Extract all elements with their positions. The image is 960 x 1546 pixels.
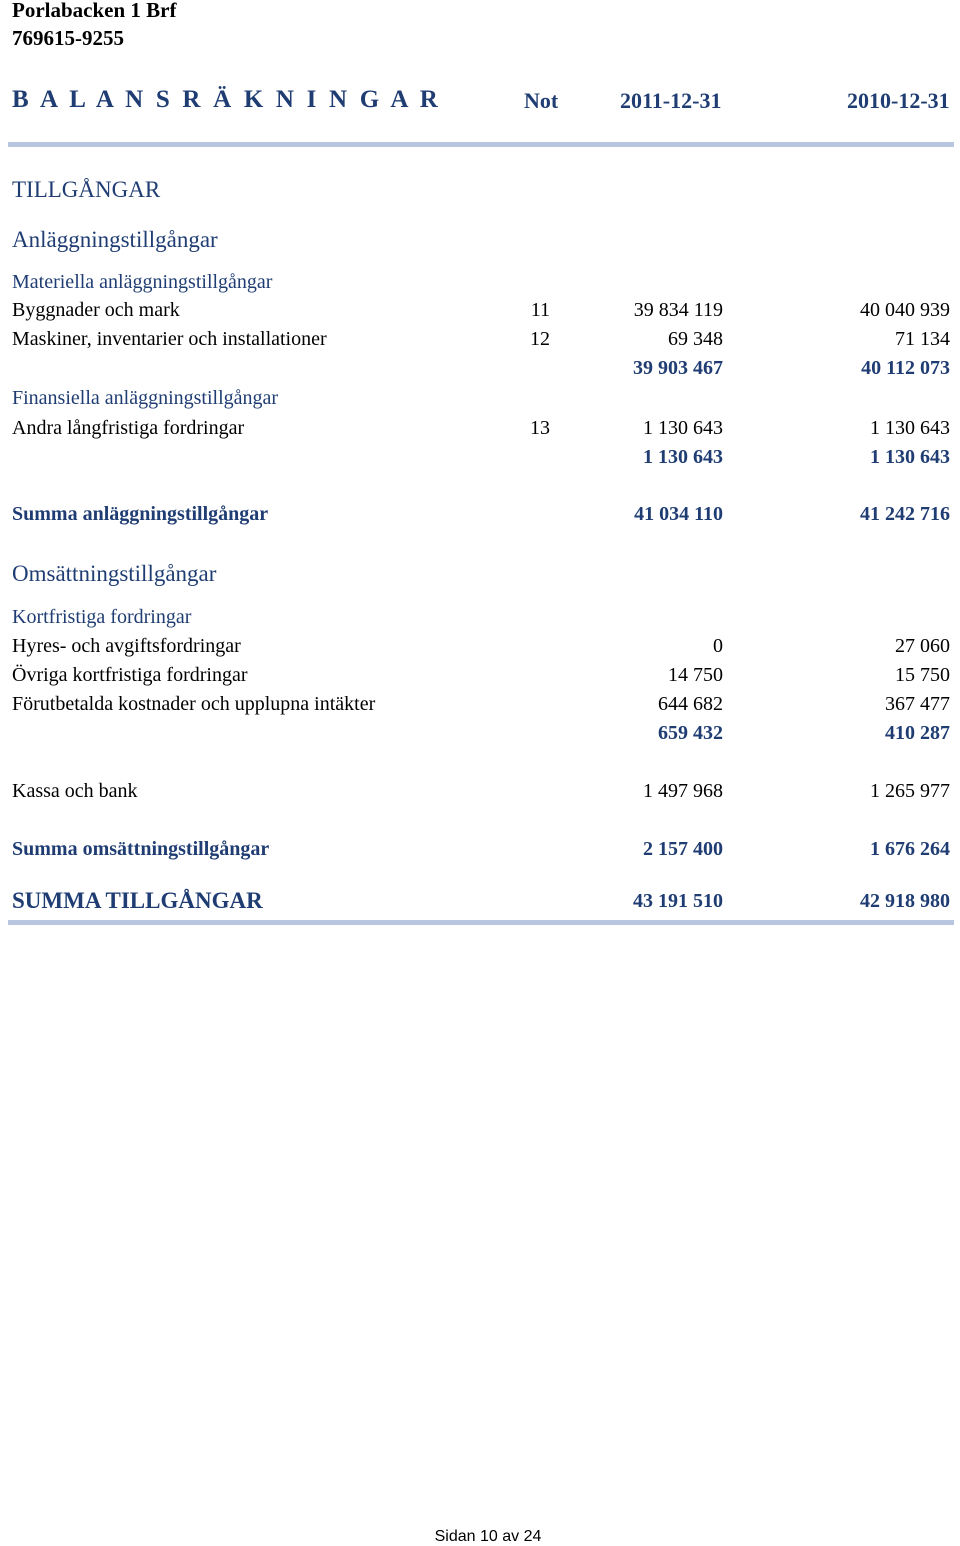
row-value-2010: 367 477 [885,693,950,715]
subtotal-value-2010: 410 287 [885,722,950,744]
row-value-2011: 39 834 119 [633,299,723,321]
row-value-2011: 14 750 [668,664,723,686]
row-value-2010: 1 265 977 [870,780,950,802]
subtotal-value-2011: 39 903 467 [633,357,723,379]
row-label: Kassa och bank [12,780,138,802]
total-fixed-assets-row [0,503,960,529]
table-row [0,635,960,661]
row-value-2011: 69 348 [668,328,723,350]
row-value-2010: 1 130 643 [870,417,950,439]
row-value-2011: 644 682 [658,693,723,715]
row-label: Summa omsättningstillgångar [12,838,270,860]
subtotal-value-2010: 1 130 643 [870,446,950,468]
subtotal-value-2011: 1 130 643 [643,446,723,468]
header-divider [8,142,954,147]
row-label: Byggnader och mark [12,299,180,321]
subtotal-value-2010: 40 112 073 [861,357,950,379]
row-label: Maskiner, inventarier och installationer [12,328,327,350]
row-value-2010: 41 242 716 [860,503,950,525]
subtotal-row [0,722,960,748]
column-header-2010: 2010-12-31 [847,88,950,113]
page-number: Sidan 10 av 24 [434,1528,542,1545]
section-fixed-assets: Anläggningstillgångar [12,227,218,252]
section-tangible-assets: Materiella anläggningstillgångar [12,271,273,293]
row-value-2011: 1 497 968 [643,780,723,802]
subtotal-row [0,446,960,472]
table-row [0,328,960,354]
total-assets-row [0,890,960,916]
table-row [0,664,960,690]
note-column-header: Not [524,88,559,113]
row-value-2011: 1 130 643 [643,417,723,439]
row-value-2011: 43 191 510 [633,890,723,912]
row-value-2010: 40 040 939 [860,299,950,321]
footer-divider [8,920,954,925]
subtotal-value-2011: 659 432 [658,722,723,744]
section-short-term-receivables: Kortfristiga fordringar [12,606,192,628]
row-value-2011: 41 034 110 [634,503,723,525]
row-note: 12 [530,328,550,350]
row-label: Övriga kortfristiga fordringar [12,664,248,686]
total-current-assets-row [0,838,960,864]
row-label: Förutbetalda kostnader och upplupna intäkter [12,693,376,715]
table-row [0,299,960,325]
row-label: Summa anläggningstillgångar [12,503,269,525]
row-value-2010: 71 134 [895,328,950,350]
row-note: 13 [530,417,550,439]
column-header-2011: 2011-12-31 [620,88,722,113]
table-row [0,780,960,806]
company-name: Porlabacken 1 Brf [12,0,177,22]
row-label: Hyres- och avgiftsfordringar [12,635,241,657]
row-label: SUMMA TILLGÅNGAR [12,888,263,913]
section-assets: TILLGÅNGAR [12,177,161,202]
section-financial-assets: Finansiella anläggningstillgångar [12,387,279,409]
row-value-2011: 2 157 400 [643,838,723,860]
row-value-2010: 42 918 980 [860,890,950,912]
row-value-2010: 27 060 [895,635,950,657]
section-current-assets: Omsättningstillgångar [12,561,217,586]
subtotal-row [0,357,960,383]
org-number: 769615-9255 [12,26,124,50]
row-value-2010: 15 750 [895,664,950,686]
table-row [0,417,960,443]
row-label: Andra långfristiga fordringar [12,417,245,439]
page-title: B A L A N S R Ä K N I N G A R [12,86,442,113]
row-note: 11 [530,299,550,321]
row-value-2010: 1 676 264 [870,838,950,860]
row-value-2011: 0 [713,635,723,657]
table-row [0,693,960,719]
